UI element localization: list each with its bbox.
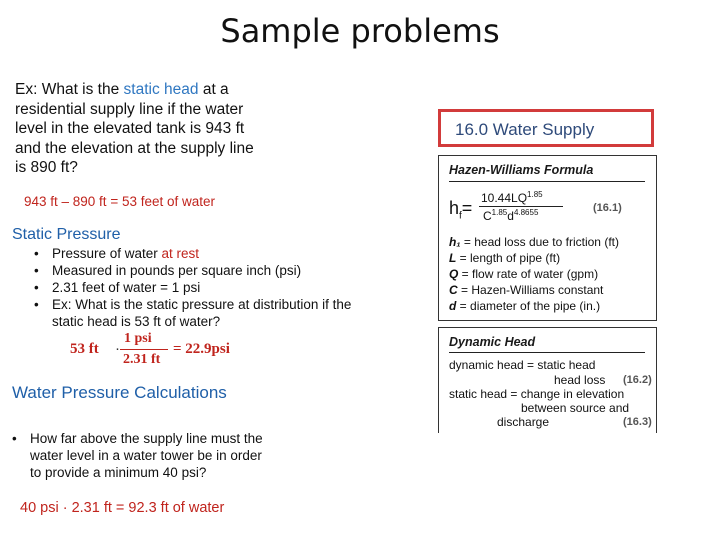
calc-left: 53 ft: [70, 341, 99, 357]
def-text: = head loss due to friction (ft): [460, 235, 619, 249]
hf-symbol: [449, 198, 472, 222]
q1-line1-post: at a: [198, 81, 229, 98]
hw-numerator: [481, 190, 543, 205]
at-rest-highlight: at rest: [161, 246, 200, 261]
dh-line1: dynamic head = static head: [449, 358, 596, 372]
def-text: = diameter of the pipe (in.): [456, 299, 601, 313]
den-c: C: [483, 209, 492, 223]
hw-fraction-bar: [479, 206, 563, 207]
dh-heading: Dynamic Head: [449, 335, 536, 349]
wp-line3: to provide a minimum 40 psi?: [30, 465, 207, 480]
q1-line1-pre: Ex: What is the: [15, 81, 124, 98]
calc-denominator: 2.31 ft: [123, 352, 161, 367]
bullet-item: [34, 245, 351, 262]
q1-line5: is 890 ft?: [15, 159, 78, 176]
bullet-text: 2.31 feet of water = 1 psi: [52, 280, 201, 295]
dynamic-head-box: [438, 327, 657, 433]
num-sup: 1.85: [527, 190, 543, 199]
eqnum-16-1: (16.1): [593, 202, 622, 214]
den-c-sup: 1.85: [491, 208, 508, 217]
hw-rule: [449, 181, 645, 182]
dh-rule: [449, 352, 645, 353]
bullet-text: Pressure of water: [52, 246, 162, 261]
bullet-text: Measured in pounds per square inch (psi): [52, 263, 302, 278]
def-row: [449, 250, 619, 266]
water-supply-title: 16.0 Water Supply: [455, 120, 595, 139]
hf-sub: f: [459, 210, 462, 222]
hazen-williams-box: [438, 155, 657, 321]
fraction-bar: [120, 349, 168, 350]
def-sym: Q: [449, 267, 459, 281]
hf-equals: =: [461, 198, 473, 218]
dh-line5: discharge: [497, 415, 550, 429]
bullet-dot-icon: •: [34, 263, 39, 278]
calc-dot: ·: [115, 340, 120, 357]
calc-result: = 22.9psi: [173, 341, 230, 357]
def-sym: C: [449, 283, 458, 297]
den-d-sup: 4.8655: [513, 208, 539, 217]
def-sym: d: [449, 299, 457, 313]
static-pressure-heading: Static Pressure: [12, 226, 121, 243]
bullet-dot-icon: •: [34, 297, 39, 312]
den-d: d: [507, 209, 514, 223]
water-pressure-answer: 40 psi · 2.31 ft = 92.3 ft of water: [20, 500, 225, 516]
example1-question: [15, 80, 254, 178]
water-supply-box: [438, 109, 654, 147]
dh-line2: head loss: [554, 373, 606, 387]
page-title: Sample problems: [220, 12, 500, 50]
water-pressure-heading: Water Pressure Calculations: [12, 383, 227, 402]
def-text: = flow rate of water (gpm): [458, 267, 599, 281]
bullet-dot-icon: •: [12, 431, 17, 446]
eqnum-16-3: (16.3): [623, 416, 652, 428]
q1-line2: residential supply line if the water: [15, 100, 244, 118]
hw-heading: Hazen-Williams Formula: [449, 163, 594, 177]
dh-line4: between source and: [521, 401, 630, 415]
bullet-continuation: static head is 53 ft of water?: [52, 314, 221, 329]
def-row: [449, 234, 619, 250]
dh-line3: static head = change in elevation: [449, 387, 625, 401]
hf-letter: h: [449, 198, 460, 218]
num-text: 10.44LQ: [481, 191, 528, 205]
bullet-item: [12, 430, 263, 447]
def-row: [449, 298, 619, 314]
wp-line2: water level in a water tower be in order: [30, 448, 262, 463]
calc-numerator: 1 psi: [124, 331, 152, 346]
def-sym: L: [449, 251, 457, 265]
hw-denominator: [483, 208, 538, 223]
def-text: = length of pipe (ft): [456, 251, 561, 265]
def-row: [449, 282, 619, 298]
bullet-item: [34, 296, 351, 313]
bullet-item: [34, 279, 351, 296]
example1-answer: 943 ft – 890 ft = 53 feet of water: [24, 194, 216, 209]
hw-definitions: [449, 234, 619, 314]
static-pressure-bullets: [34, 245, 351, 330]
wp-line1: How far above the supply line must the: [30, 431, 263, 446]
bullet-dot-icon: •: [34, 246, 39, 261]
eqnum-16-2: (16.2): [623, 374, 652, 386]
def-row: [449, 266, 619, 282]
bullet-dot-icon: •: [34, 280, 39, 295]
q1-line4: and the elevation at the supply line: [15, 139, 254, 157]
bullet-item: [34, 262, 351, 279]
static-head-highlight: static head: [123, 81, 199, 98]
q1-line3: level in the elevated tank is 943 ft: [15, 120, 245, 137]
def-text: = Hazen-Williams constant: [457, 283, 604, 297]
def-sym: h₁: [449, 235, 461, 249]
water-pressure-question: [12, 430, 263, 481]
bullet-text: Ex: What is the static pressure at distribution if the: [52, 297, 352, 312]
